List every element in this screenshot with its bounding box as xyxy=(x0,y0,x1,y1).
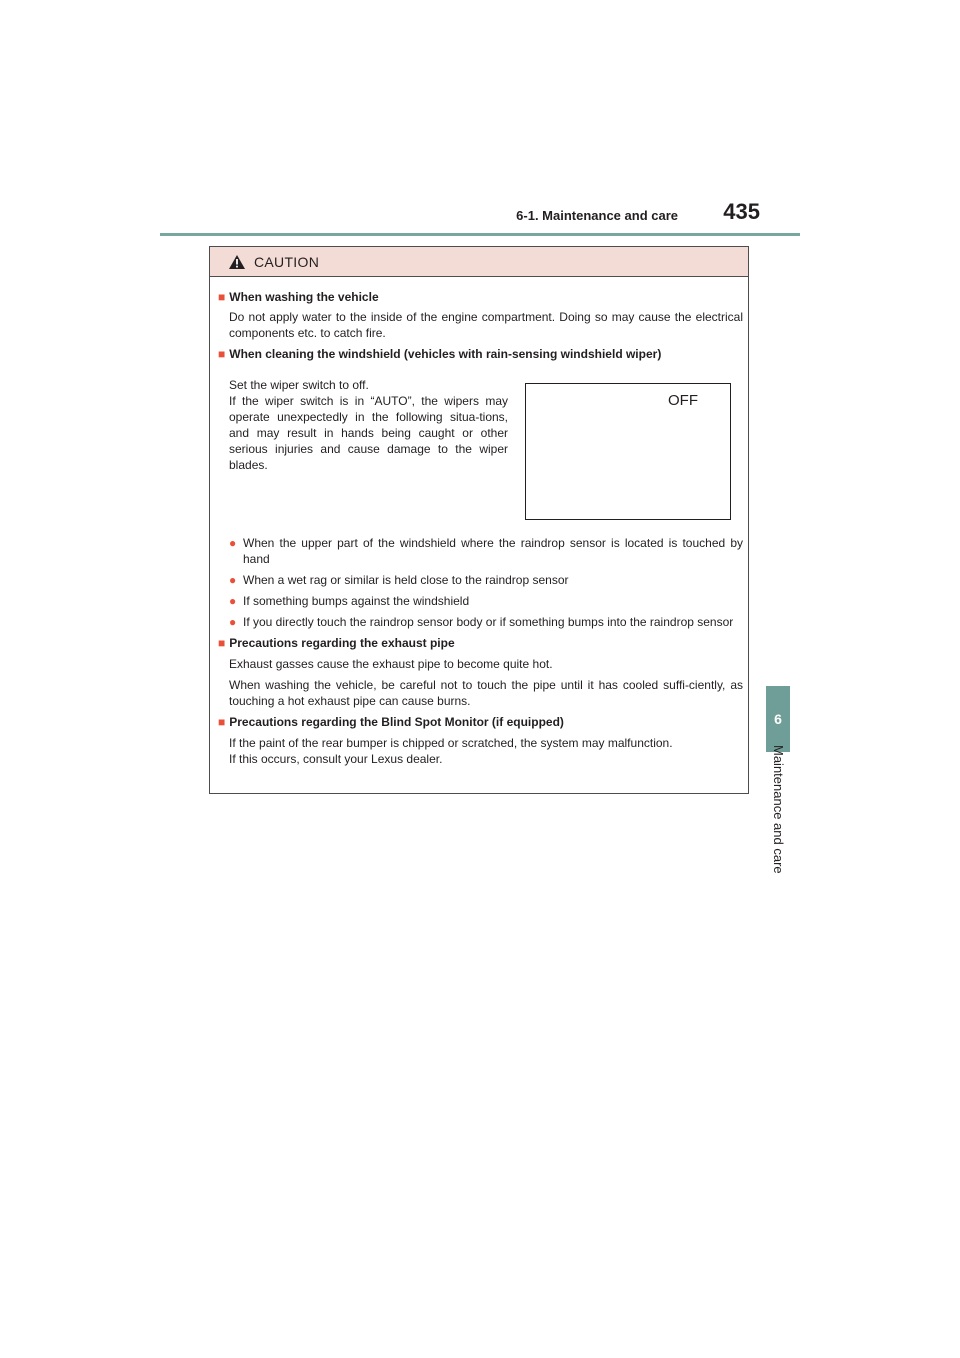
bullet-dot-icon: ● xyxy=(229,573,237,587)
paragraph: If the paint of the rear bumper is chipped or scratched, the system may malfunction. xyxy=(229,736,673,750)
bullet-dot-icon: ● xyxy=(229,536,237,550)
wiper-instruction xyxy=(210,367,748,535)
section-heading: ■ Precautions regarding the exhaust pipe xyxy=(218,636,455,650)
chapter-number: 6 xyxy=(774,711,782,727)
bullet-dot-icon: ● xyxy=(229,615,237,629)
header-divider xyxy=(160,233,800,236)
section-heading: ■ When cleaning the windshield (vehicles with rain-sensing windshield wiper) xyxy=(218,347,662,361)
off-label: OFF xyxy=(668,392,698,409)
caution-box xyxy=(209,246,749,794)
paragraph: If this occurs, consult your Lexus dealer. xyxy=(229,752,443,766)
paragraph: Do not apply water to the inside of the engine compartment. Doing so may cause the electrical components etc. to catch fire. xyxy=(229,310,743,340)
list-item: ● When a wet rag or similar is held close to the raindrop sensor xyxy=(229,573,569,587)
list-item: ● When the upper part of the windshield where the raindrop sensor is located is touched by hand xyxy=(229,536,743,566)
paragraph: Exhaust gasses cause the exhaust pipe to become quite hot. xyxy=(229,657,553,671)
bullet-dot-icon: ● xyxy=(229,594,237,608)
wiper-switch-illustration xyxy=(525,383,731,520)
list-item: ● If something bumps against the windshield xyxy=(229,594,470,608)
list-item: ● If you directly touch the raindrop sensor body or if something bumps into the raindrop sensor xyxy=(229,615,734,629)
chapter-label: Maintenance and care xyxy=(771,745,786,874)
section-heading: ■ Precautions regarding the Blind Spot Monitor (if equipped) xyxy=(218,715,564,729)
square-bullet-icon: ■ xyxy=(218,290,226,304)
wiper-text xyxy=(229,377,508,473)
caution-body xyxy=(210,277,748,767)
square-bullet-icon: ■ xyxy=(218,347,226,361)
square-bullet-icon: ■ xyxy=(218,636,226,650)
section-title: 6-1. Maintenance and care xyxy=(516,208,678,223)
warning-triangle-icon xyxy=(228,254,246,270)
section-heading: ■ When washing the vehicle xyxy=(218,290,379,304)
paragraph: If the wiper switch is in “AUTO”, the wipers may operate unexpectedly in the following situa-tions, and may result in hands being caught or other serious injuries and cause damage to the wiper blades. xyxy=(229,394,508,472)
caution-title: CAUTION xyxy=(254,253,320,270)
caution-header xyxy=(210,247,748,277)
square-bullet-icon: ■ xyxy=(218,715,226,729)
chapter-tab[interactable] xyxy=(766,686,790,752)
paragraph: When washing the vehicle, be careful not to touch the pipe until it has cooled suffi-ciently, as touching a hot exhaust pipe can cause burns. xyxy=(229,678,743,708)
paragraph: Set the wiper switch to off. xyxy=(229,378,369,392)
page-number: 435 xyxy=(723,199,760,224)
